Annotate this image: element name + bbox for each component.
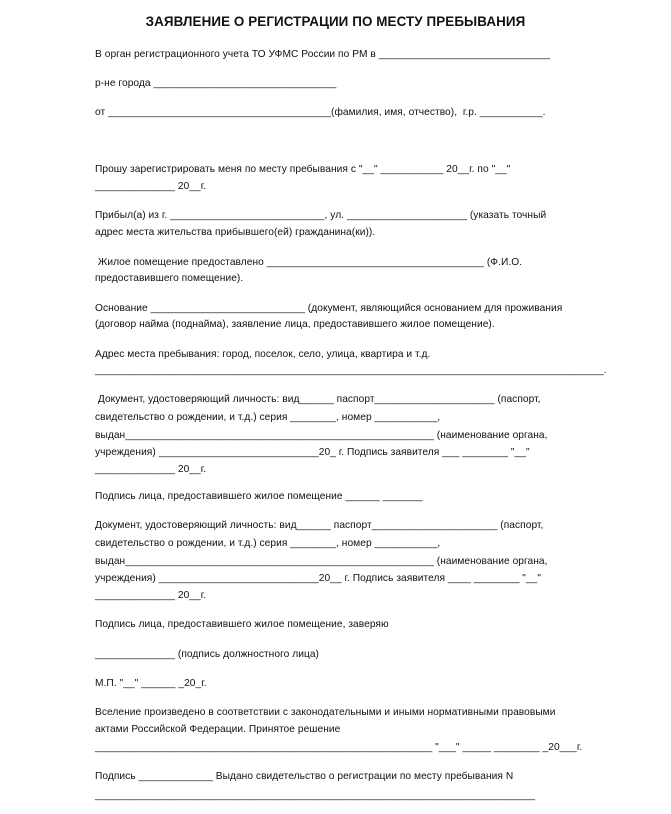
form-line-certificate-issued: Подпись _____________ Выдано свидетельство о регистрации по месту пребывания N [95,771,514,782]
form-line-id-document-2: Документ, удостоверяющий личность: вид______ паспорт______________________ (паспорт, [95,520,544,531]
form-line-certificate-blank: _____________________________________________________________________________ [95,790,536,801]
form-line-decision: актами Российской Федерации. Принятое решение [95,724,341,735]
form-line-applicant-name: от _______________________________________(фамилия, имя, отчество), г.р. ___________. [95,107,546,118]
form-line-city-district: р-не города ________________________________ [95,78,337,89]
form-line-issuer-signature-1: учреждения) ____________________________20_ г. Подпись заявителя ___ ________ "__" [95,447,530,458]
form-line-issued-by-1: выдан______________________________________________________ (наименование органа, [95,430,548,441]
form-line-date-1: ______________ 20__г. [95,464,207,475]
form-line-arrived-from: Прибыл(а) из г. ___________________________, ул. _____________________ (указать точный [95,210,547,221]
form-line-stay-address-blank: _________________________________________________________________________________________. [95,365,607,376]
form-line-stay-address: Адрес места пребывания: город, поселок, село, улица, квартира и т.д. [95,349,431,360]
form-line-certify: Подпись лица, предоставившего жилое помещение, заверяю [95,619,389,630]
form-line-issuer-signature-2: учреждения) ____________________________20__ г. Подпись заявителя ____ ________ "__" [95,573,542,584]
form-line-id-series-1: свидетельство о рождении, и т.д.) серия ________, номер ___________, [95,412,441,423]
form-line-issued-by-2: выдан______________________________________________________ (наименование органа, [95,556,548,567]
form-line-basis: Основание ___________________________ (документ, являющийся основанием для проживания [95,303,563,314]
form-line-period-end: ______________ 20__г. [95,181,207,192]
document-title: ЗАЯВЛЕНИЕ О РЕГИСТРАЦИИ ПО МЕСТУ ПРЕБЫВАНИЯ [145,14,526,29]
form-line-date-2: ______________ 20__г. [95,590,207,601]
form-line-basis-note: (договор найма (поднайма), заявление лица, предоставившего жилое помещение). [95,319,495,330]
form-line-housing-provider: предоставившего помещение). [95,273,244,284]
form-line-registration-office: В орган регистрационного учета ТО УФМС России по РМ в ______________________________ [95,49,551,60]
form-line-housing-signature: Подпись лица, предоставившего жилое помещение ______ _______ [95,491,423,502]
form-line-official-signature: ______________ (подпись должностного лица) [95,649,319,660]
form-line-decision-blank: ___________________________________________________________ "___" _____ ________ _20___г. [95,742,583,753]
form-line-registration-period: Прошу зарегистрировать меня по месту пребывания с "__" ___________ 20__г. по "__" [95,164,511,175]
form-line-id-series-2: свидетельство о рождении, и т.д.) серия ________, номер ___________, [95,538,441,549]
form-line-arrived-from-note: адрес места жительства прибывшего(ей) гражданина(ки)). [95,227,376,238]
form-line-id-document-1: Документ, удостоверяющий личность: вид______ паспорт_____________________ (паспорт, [95,394,541,405]
form-line-housing-provided: Жилое помещение предоставлено ______________________________________ (Ф.И.О. [95,257,523,268]
form-line-stamp-date: М.П. "__" ______ _20_г. [95,678,207,689]
form-line-settlement-law: Вселение произведено в соответствии с законодательными и иными нормативными правовыми [95,707,556,718]
